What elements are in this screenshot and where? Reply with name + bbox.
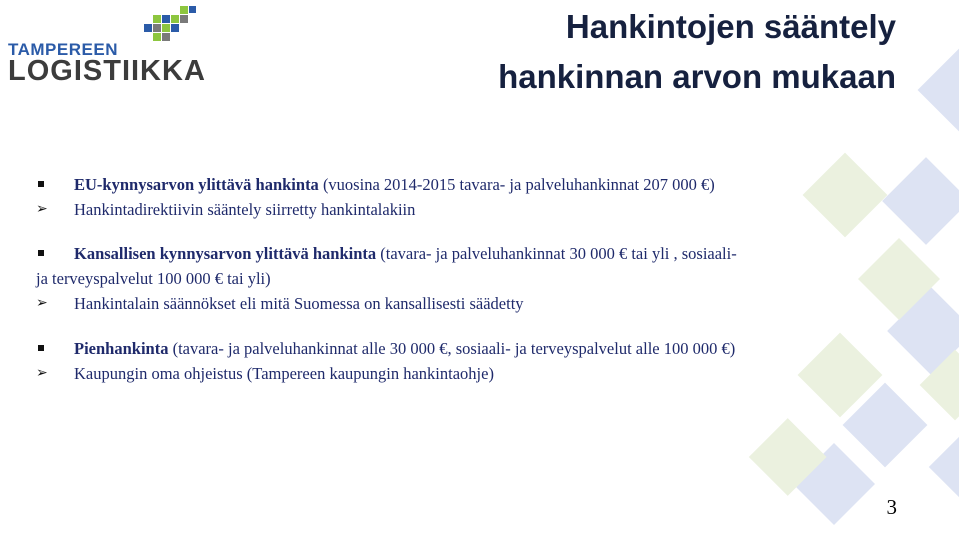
sub-item-national [36, 291, 916, 316]
arrow-bullet-icon: ➢ [36, 295, 48, 311]
bullet-heading: Pienhankinta [74, 339, 169, 358]
bullet-item-national [36, 241, 916, 266]
arrow-bullet-icon: ➢ [36, 201, 48, 217]
slide-title [498, 2, 896, 102]
deco-square [843, 383, 928, 468]
deco-square [920, 350, 959, 421]
arrow-bullet-icon: ➢ [36, 365, 48, 381]
bullet-text: (tavara- ja palveluhankinnat 30 000 € tai yli , sosiaali- [376, 244, 737, 263]
deco-square [918, 48, 959, 133]
bullet-heading: Kansallisen kynnysarvon ylittävä hankinta [74, 244, 377, 263]
bullet-item-eu [36, 172, 916, 197]
deco-square [929, 428, 959, 506]
sub-item-text: Hankintadirektiivin sääntely siirretty hankintalakiin [74, 200, 416, 219]
deco-square [793, 443, 875, 525]
bullet-text: (vuosina 2014-2015 tavara- ja palveluhankinnat 207 000 €) [318, 175, 715, 194]
tampereen-logistiikka-logo [8, 6, 228, 86]
sub-item-small [36, 361, 916, 386]
sub-item-text: Hankintalain säännökset eli mitä Suomessa on kansallisesti säädetty [74, 294, 524, 313]
logo-text-bottom: LOGISTIIKKA [8, 55, 206, 87]
logo-squares-icon [144, 6, 196, 46]
bullet-item-small [36, 336, 916, 361]
sub-item-text: Kaupungin oma ohjeistus (Tampereen kaupungin hankintaohje) [74, 364, 494, 383]
slide-title-line-2: hankinnan arvon mukaan [498, 58, 896, 95]
logo-text-top: TAMPEREEN [8, 40, 118, 59]
deco-square [749, 418, 827, 496]
bullet-continuation [0, 266, 916, 291]
sub-item-eu [36, 197, 916, 222]
bullet-text-continued: ja terveyspalvelut 100 000 € tai yli) [36, 269, 271, 288]
slide-content [36, 172, 916, 386]
slide-title-line-1: Hankintojen sääntely [565, 8, 896, 45]
bullet-text: (tavara- ja palveluhankinnat alle 30 000 €, sosiaali- ja terveyspalvelut alle 100 000 €) [168, 339, 736, 358]
page-number: 3 [886, 495, 897, 519]
bullet-heading: EU-kynnysarvon ylittävä hankinta [74, 175, 319, 194]
